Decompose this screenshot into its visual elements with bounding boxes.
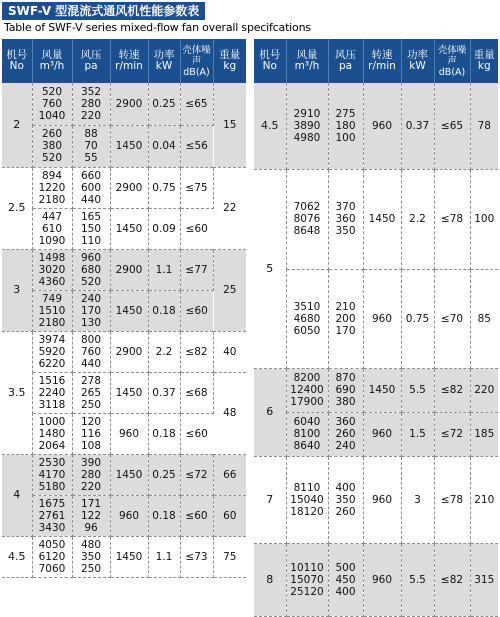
header-label: 重量 — [473, 49, 495, 61]
noise-cell: ≤56 — [180, 125, 213, 167]
model-no-cell: 6 — [254, 368, 286, 456]
noise-cell: ≤60 — [180, 495, 213, 536]
header-model-no — [254, 39, 286, 83]
weight-cell: 100 — [470, 169, 498, 269]
pressure-cell: 500 450 400 — [328, 543, 363, 616]
header-unit: r/min — [115, 60, 143, 72]
flow-cell: 8110 15040 18120 — [286, 456, 328, 543]
header-label: 功率 — [153, 49, 175, 61]
speed-cell: 960 — [363, 456, 401, 543]
header-unit: m³/h — [294, 60, 320, 72]
pressure-cell: 275 180 100 — [328, 83, 363, 169]
header-unit: kW — [409, 60, 426, 72]
table-row — [2, 331, 246, 372]
flow-cell: 8200 12400 17900 — [286, 368, 328, 412]
pressure-cell: 870 690 380 — [328, 368, 363, 412]
noise-cell: ≤82 — [180, 331, 213, 372]
flow-cell: 2530 4170 5180 — [32, 454, 72, 495]
power-cell: 3 — [401, 456, 434, 543]
noise-cell: ≤82 — [434, 368, 470, 412]
power-cell: 0.18 — [148, 495, 180, 536]
header-label: 风压 — [335, 49, 356, 61]
power-cell: 5.5 — [401, 543, 434, 616]
power-cell: 0.37 — [148, 372, 180, 413]
header-unit: r/min — [368, 60, 396, 72]
speed-cell: 1450 — [110, 290, 148, 331]
table-row — [2, 83, 246, 125]
header-unit: m³/h — [39, 60, 65, 72]
table-row — [254, 543, 498, 616]
pressure-cell: 88 70 55 — [72, 125, 110, 167]
noise-cell: ≤65 — [180, 83, 213, 125]
pressure-cell: 370 360 350 — [328, 169, 363, 269]
model-no-cell: 4 — [2, 454, 32, 536]
header-label: 壳体噪声 — [437, 44, 467, 67]
table-row — [2, 167, 246, 208]
flow-cell: 520 760 1040 — [32, 83, 72, 125]
weight-cell: 15 — [213, 83, 246, 167]
header-label: 风量 — [41, 49, 63, 61]
speed-cell: 2900 — [110, 83, 148, 125]
weight-cell: 220 — [470, 368, 498, 412]
power-cell: 0.37 — [401, 83, 434, 169]
header-label: 风压 — [80, 49, 102, 61]
weight-cell: 48 — [213, 372, 246, 454]
weight-cell: 40 — [213, 331, 246, 372]
pressure-cell: 390 280 220 — [72, 454, 110, 495]
header-unit: kg — [477, 60, 491, 72]
flow-cell: 3974 5920 6220 — [32, 331, 72, 372]
weight-cell: 60 — [213, 495, 246, 536]
table-row — [2, 208, 246, 249]
pressure-cell: 960 680 520 — [72, 249, 110, 290]
header-label: 机号 — [259, 49, 281, 61]
header-air-flow — [286, 39, 328, 83]
speed-cell: 960 — [110, 495, 148, 536]
pressure-cell: 171 122 96 — [72, 495, 110, 536]
header-label: 功率 — [407, 49, 428, 61]
pressure-cell: 240 170 130 — [72, 290, 110, 331]
power-cell: 0.09 — [148, 208, 180, 249]
speed-cell: 960 — [363, 83, 401, 169]
speed-cell: 2900 — [110, 331, 148, 372]
flow-cell: 1498 3020 4360 — [32, 249, 72, 290]
header-unit: dB(A) — [183, 66, 210, 78]
noise-cell: ≤82 — [434, 543, 470, 616]
power-cell: 0.04 — [148, 125, 180, 167]
header-label: 机号 — [6, 49, 28, 61]
power-cell: 2.2 — [401, 169, 434, 269]
table-row — [254, 456, 498, 543]
table-subtitle: Table of SWF-V series mixed-flow fan overall specifcations — [4, 21, 311, 34]
noise-cell: ≤78 — [434, 169, 470, 269]
model-no-cell: 4.5 — [254, 83, 286, 169]
header-speed — [110, 39, 148, 83]
flow-cell: 1000 1480 2064 — [32, 413, 72, 454]
noise-cell: ≤60 — [180, 208, 213, 249]
header-noise — [180, 39, 213, 83]
weight-cell: 66 — [213, 454, 246, 495]
flow-cell: 2910 3890 4980 — [286, 83, 328, 169]
header-pressure — [72, 39, 110, 83]
weight-cell: 185 — [470, 412, 498, 456]
pressure-cell: 210 200 170 — [328, 269, 363, 368]
speed-cell: 2900 — [110, 249, 148, 290]
flow-cell: 447 610 1090 — [32, 208, 72, 249]
pressure-cell: 120 116 108 — [72, 413, 110, 454]
table-row — [254, 269, 498, 368]
pressure-cell: 165 150 110 — [72, 208, 110, 249]
pressure-cell: 352 280 220 — [72, 83, 110, 125]
header-weight — [470, 39, 498, 83]
noise-cell: ≤70 — [434, 269, 470, 368]
power-cell: 1.1 — [148, 536, 180, 577]
speed-cell: 1450 — [363, 169, 401, 269]
noise-cell: ≤60 — [180, 290, 213, 331]
power-cell: 0.18 — [148, 413, 180, 454]
header-model-no — [2, 39, 32, 83]
header-unit: dB(A) — [438, 66, 466, 78]
flow-cell: 6040 8100 8640 — [286, 412, 328, 456]
flow-cell: 7062 8076 8648 — [286, 169, 328, 269]
speed-cell: 1450 — [110, 208, 148, 249]
power-cell: 1.1 — [148, 249, 180, 290]
speed-cell: 1450 — [110, 125, 148, 167]
table-row — [254, 83, 498, 169]
noise-cell: ≤68 — [180, 372, 213, 413]
weight-cell: 85 — [470, 269, 498, 368]
speed-cell: 2900 — [110, 167, 148, 208]
power-cell: 0.25 — [148, 83, 180, 125]
speed-cell: 960 — [363, 543, 401, 616]
table-row — [2, 536, 246, 577]
power-cell: 2.2 — [148, 331, 180, 372]
model-no-cell: 3.5 — [2, 331, 32, 454]
pressure-cell: 480 350 250 — [72, 536, 110, 577]
header-power — [148, 39, 180, 83]
table-row — [2, 454, 246, 495]
header-speed — [363, 39, 401, 83]
header-unit: pa — [338, 60, 353, 72]
header-label: 转速 — [371, 49, 393, 61]
model-no-cell: 8 — [254, 543, 286, 616]
header-unit: kW — [155, 60, 173, 72]
table-row — [2, 495, 246, 536]
pressure-cell: 400 350 260 — [328, 456, 363, 543]
flow-cell: 749 1510 2180 — [32, 290, 72, 331]
flow-cell: 1516 2240 3118 — [32, 372, 72, 413]
table-title: SWF-V 型混流式通风机性能参数表 — [2, 2, 205, 20]
table-row — [2, 413, 246, 454]
weight-cell: 75 — [213, 536, 246, 577]
header-noise — [434, 39, 470, 83]
weight-cell: 25 — [213, 249, 246, 331]
noise-cell: ≤73 — [180, 536, 213, 577]
weight-cell: 210 — [470, 456, 498, 543]
weight-cell: 22 — [213, 167, 246, 249]
pressure-cell: 660 600 440 — [72, 167, 110, 208]
power-cell: 0.25 — [148, 454, 180, 495]
table-row — [2, 125, 246, 167]
header-row — [254, 39, 498, 83]
noise-cell: ≤78 — [434, 456, 470, 543]
header-air-flow — [32, 39, 72, 83]
pressure-cell: 278 265 250 — [72, 372, 110, 413]
speed-cell: 960 — [363, 412, 401, 456]
header-label: 风量 — [296, 49, 318, 61]
model-no-cell: 7 — [254, 456, 286, 543]
header-label: 重量 — [219, 49, 241, 61]
table-row — [254, 169, 498, 269]
header-pressure — [328, 39, 363, 83]
noise-cell: ≤65 — [434, 83, 470, 169]
header-weight — [213, 39, 246, 83]
speed-cell: 960 — [110, 413, 148, 454]
flow-cell: 3510 4680 6050 — [286, 269, 328, 368]
power-cell: 5.5 — [401, 368, 434, 412]
noise-cell: ≤75 — [180, 167, 213, 208]
power-cell: 0.75 — [148, 167, 180, 208]
noise-cell: ≤72 — [180, 454, 213, 495]
header-unit: kg — [223, 60, 237, 72]
flow-cell: 1675 2761 3430 — [32, 495, 72, 536]
model-no-cell: 2.5 — [2, 167, 32, 249]
header-power — [401, 39, 434, 83]
spec-table-right — [254, 39, 498, 617]
header-label: 壳体噪声 — [182, 44, 211, 67]
header-unit: No — [262, 60, 277, 72]
model-no-cell: 5 — [254, 169, 286, 368]
pressure-cell: 800 760 440 — [72, 331, 110, 372]
header-unit: pa — [84, 60, 98, 72]
table-row — [2, 249, 246, 290]
speed-cell: 1450 — [110, 536, 148, 577]
model-no-cell: 3 — [2, 249, 32, 331]
header-label: 转速 — [118, 49, 140, 61]
flow-cell: 4050 6120 7060 — [32, 536, 72, 577]
pressure-cell: 360 260 240 — [328, 412, 363, 456]
header-unit: No — [9, 60, 24, 72]
weight-cell: 78 — [470, 83, 498, 169]
power-cell: 0.75 — [401, 269, 434, 368]
table-row — [2, 290, 246, 331]
table-row — [254, 412, 498, 456]
table-row — [254, 368, 498, 412]
flow-cell: 260 380 520 — [32, 125, 72, 167]
speed-cell: 1450 — [110, 372, 148, 413]
model-no-cell: 4.5 — [2, 536, 32, 577]
speed-cell: 1450 — [110, 454, 148, 495]
noise-cell: ≤72 — [434, 412, 470, 456]
model-no-cell: 2 — [2, 83, 32, 167]
speed-cell: 1450 — [363, 368, 401, 412]
power-cell: 1.5 — [401, 412, 434, 456]
noise-cell: ≤60 — [180, 413, 213, 454]
flow-cell: 894 1220 2180 — [32, 167, 72, 208]
header-row — [2, 39, 246, 83]
weight-cell: 315 — [470, 543, 498, 616]
power-cell: 0.18 — [148, 290, 180, 331]
noise-cell: ≤77 — [180, 249, 213, 290]
flow-cell: 10110 15070 25120 — [286, 543, 328, 616]
spec-table-left — [2, 39, 246, 578]
table-row — [2, 372, 246, 413]
speed-cell: 960 — [363, 269, 401, 368]
